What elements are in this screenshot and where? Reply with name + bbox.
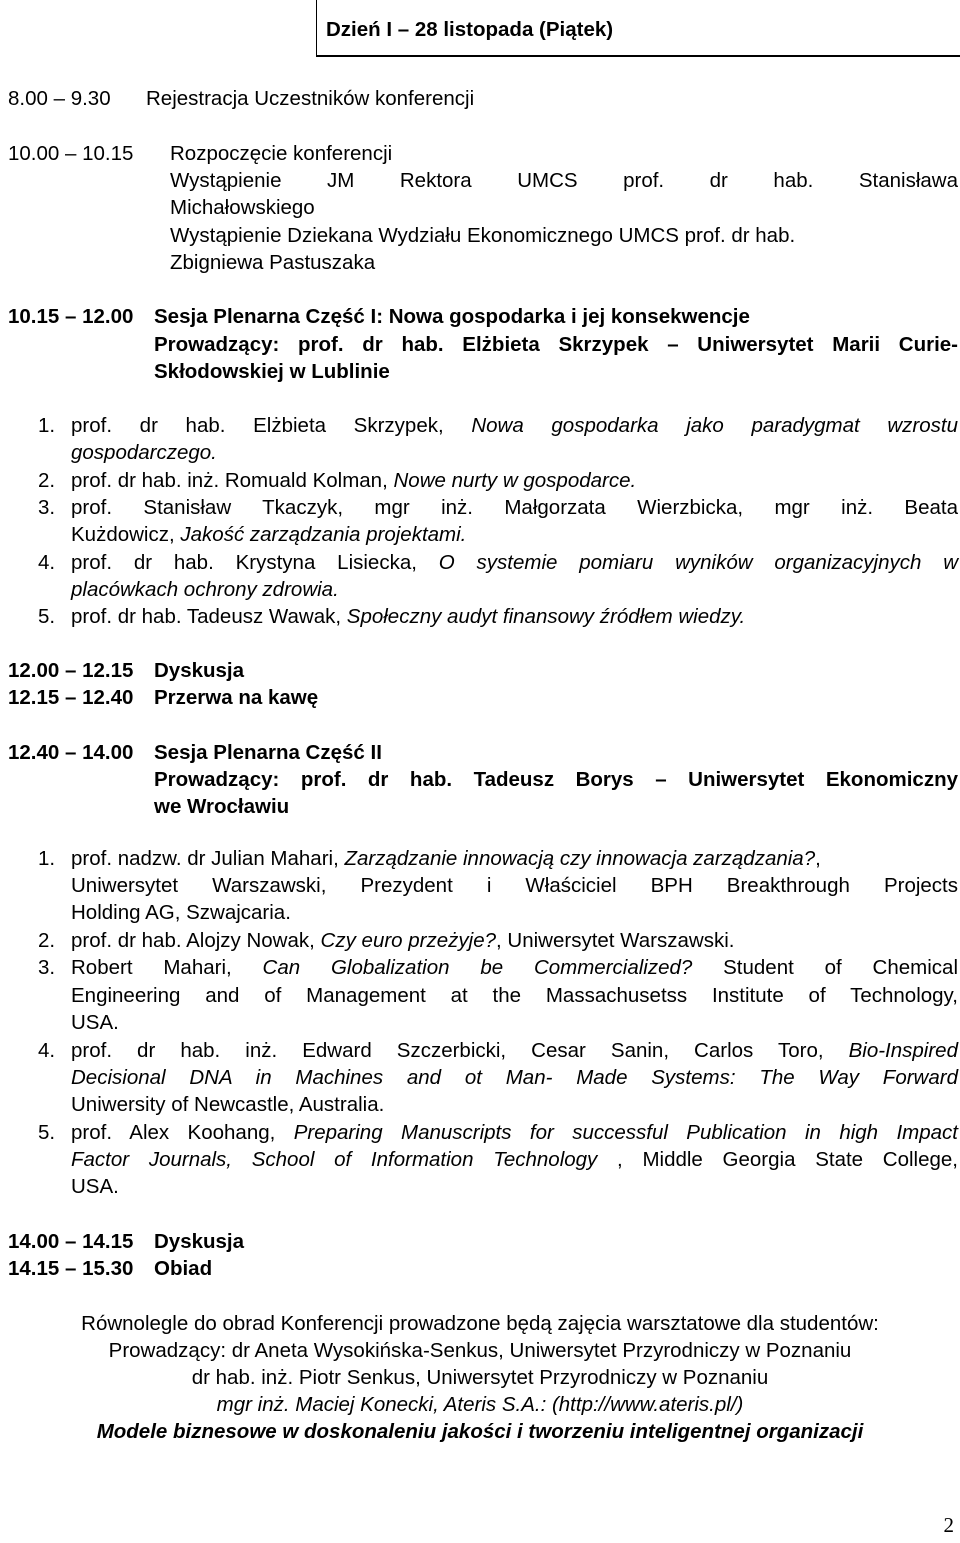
item-title: Społeczny audyt finansowy źródłem wiedzy. [346,605,746,628]
session1-item-1 [71,412,958,439]
workshop-intro: Równolegle do obrad Konferencji prowadzone będą zajęcia warsztatowe dla studentów: [81,1312,879,1335]
item-rest: , Uniwersytet Warszawski. [496,929,735,952]
list-item-number: 4. [38,551,56,574]
item-title: Can Globalization be Commercialized? [262,956,693,979]
item-title: Bio-Inspired [848,1039,958,1062]
item-rest: , [815,847,821,870]
item-author: prof. dr hab. Tadeusz Wawak, [71,605,342,628]
session1-chair: Prowadzący: prof. dr hab. Elżbieta Skrzypek – Uniwersytet Marii Curie- [154,333,958,356]
session2-item-4-line3: Uniwersity of Newcastle, Australia. [71,1093,385,1116]
session1-item-5 [71,603,745,630]
session2-item-5-line2 [71,1146,958,1173]
list-item-number: 4. [38,1039,56,1062]
item-title-cont: Factor Journals, School of Information Technology [71,1148,598,1171]
workshop-lead-2: dr hab. inż. Piotr Senkus, Uniwersytet Przyrodniczy w Poznaniu [191,1366,769,1389]
item-title: O systemie pomiaru wyników organizacyjnych w [438,551,959,574]
coffee-time: 12.15 – 12.40 [8,686,134,709]
list-item-number: 1. [38,847,56,870]
session1-time: 10.15 – 12.00 [8,305,134,328]
item-title: Nowa gospodarka jako paradygmat wzrostu [471,414,958,437]
item-author: prof. nadzw. dr Julian Mahari, [71,847,339,870]
session2-item-3-line3: USA. [71,1011,119,1034]
item-title: Zarządzanie innowacją czy innowacja zarządzania? [344,847,816,870]
discussion2-time: 14.00 – 14.15 [8,1230,134,1253]
item-title: Preparing Manuscripts for successful Publication in high Impact [293,1121,958,1144]
session1-title: Sesja Plenarna Część I: Nowa gospodarka i jej konsekwencje [154,305,750,328]
discussion2-label: Dyskusja [154,1230,245,1253]
list-item-number: 2. [38,929,56,952]
item-title: Jakość zarządzania projektami. [180,523,467,546]
list-item-number: 5. [38,605,56,628]
opening-title: Rozpoczęcie konferencji [170,142,393,165]
list-item-number: 2. [38,469,56,492]
session1-item-4-cont: placówkach ochrony zdrowia. [71,578,339,601]
item-author: prof. dr hab. inż. Romuald Kolman, [71,469,388,492]
session2-item-1 [71,845,821,872]
day-header [0,0,960,58]
registration-time: 8.00 – 9.30 [8,87,111,110]
session1-item-1-cont: gospodarczego. [71,441,217,464]
lunch-time: 14.15 – 15.30 [8,1257,134,1280]
day-title: Dzień I – 28 listopada (Piątek) [326,18,614,41]
opening-speech-rector-cont: Michałowskiego [170,196,315,219]
opening-speech-dean-cont: Zbigniewa Pastuszaka [170,251,376,274]
session2-item-1-line3: Holding AG, Szwajcaria. [71,901,291,924]
session2-item-3-line2: Engineering and of Management at the Massachusetss Institute of Technology, [71,984,958,1007]
registration-label: Rejestracja Uczestników konferencji [146,87,475,110]
session2-chair: Prowadzący: prof. dr hab. Tadeusz Borys – Uniwersytet Ekonomiczny [154,768,958,791]
session1-item-3: prof. Stanisław Tkaczyk, mgr inż. Małgorzata Wierzbicka, mgr inż. Beata [71,496,958,519]
session2-item-2 [71,927,734,954]
list-item-number: 5. [38,1121,56,1144]
item-author: prof. dr hab. inż. Edward Szczerbicki, Cesar Sanin, Carlos Toro, [71,1039,824,1062]
opening-speech-dean: Wystąpienie Dziekana Wydziału Ekonomicznego UMCS prof. dr hab. [170,224,796,247]
workshop-lead-3: mgr inż. Maciej Konecki, Ateris S.A.: (http://www.ateris.pl/) [216,1393,744,1416]
session2-item-1-line2: Uniwersytet Warszawski, Prezydent i Właściciel BPH Breakthrough Projects [71,874,958,897]
discussion1-time: 12.00 – 12.15 [8,659,134,682]
item-author: Kużdowicz, [71,523,175,546]
session2-chair-cont: we Wrocławiu [154,795,290,818]
item-author: prof. Alex Koohang, [71,1121,276,1144]
item-author: prof. dr hab. Alojzy Nowak, [71,929,315,952]
list-item-number: 1. [38,414,56,437]
session2-time: 12.40 – 14.00 [8,741,134,764]
session2-item-4-line2: Decisional DNA in Machines and ot Man- Made Systems: The Way Forward [71,1066,958,1089]
session2-title: Sesja Plenarna Część II [154,741,382,764]
session2-item-3 [71,954,958,981]
session1-item-4 [71,549,958,576]
session1-chair-cont: Skłodowskiej w Lublinie [154,360,390,383]
opening-time: 10.00 – 10.15 [8,142,134,165]
session2-item-5 [71,1119,958,1146]
workshop-lead-1: Prowadzący: dr Aneta Wysokińska-Senkus, Uniwersytet Przyrodniczy w Poznaniu [108,1339,852,1362]
list-item-number: 3. [38,496,56,519]
session2-item-4 [71,1037,958,1064]
discussion1-label: Dyskusja [154,659,245,682]
coffee-label: Przerwa na kawę [154,686,319,709]
item-author: prof. dr hab. Elżbieta Skrzypek, [71,414,444,437]
session1-item-2 [71,467,636,494]
opening-speech-rector: Wystąpienie JM Rektora UMCS prof. dr hab. Stanisława [170,169,958,192]
session2-item-5-line3: USA. [71,1175,119,1198]
item-author: prof. dr hab. Krystyna Lisiecka, [71,551,417,574]
item-author: Robert Mahari, [71,956,232,979]
page-number: 2 [943,1513,954,1537]
item-title: Nowe nurty w gospodarce. [393,469,637,492]
session1-item-3-cont [71,521,466,548]
list-item-number: 3. [38,956,56,979]
item-title: Czy euro przeżyje? [320,929,497,952]
workshop-title: Modele biznesowe w doskonaleniu jakości i tworzeniu inteligentnej organizacji [96,1420,864,1443]
item-rest: Student of Chemical [692,956,958,979]
lunch-label: Obiad [154,1257,213,1280]
item-rest: , Middle Georgia State College, [597,1148,959,1171]
